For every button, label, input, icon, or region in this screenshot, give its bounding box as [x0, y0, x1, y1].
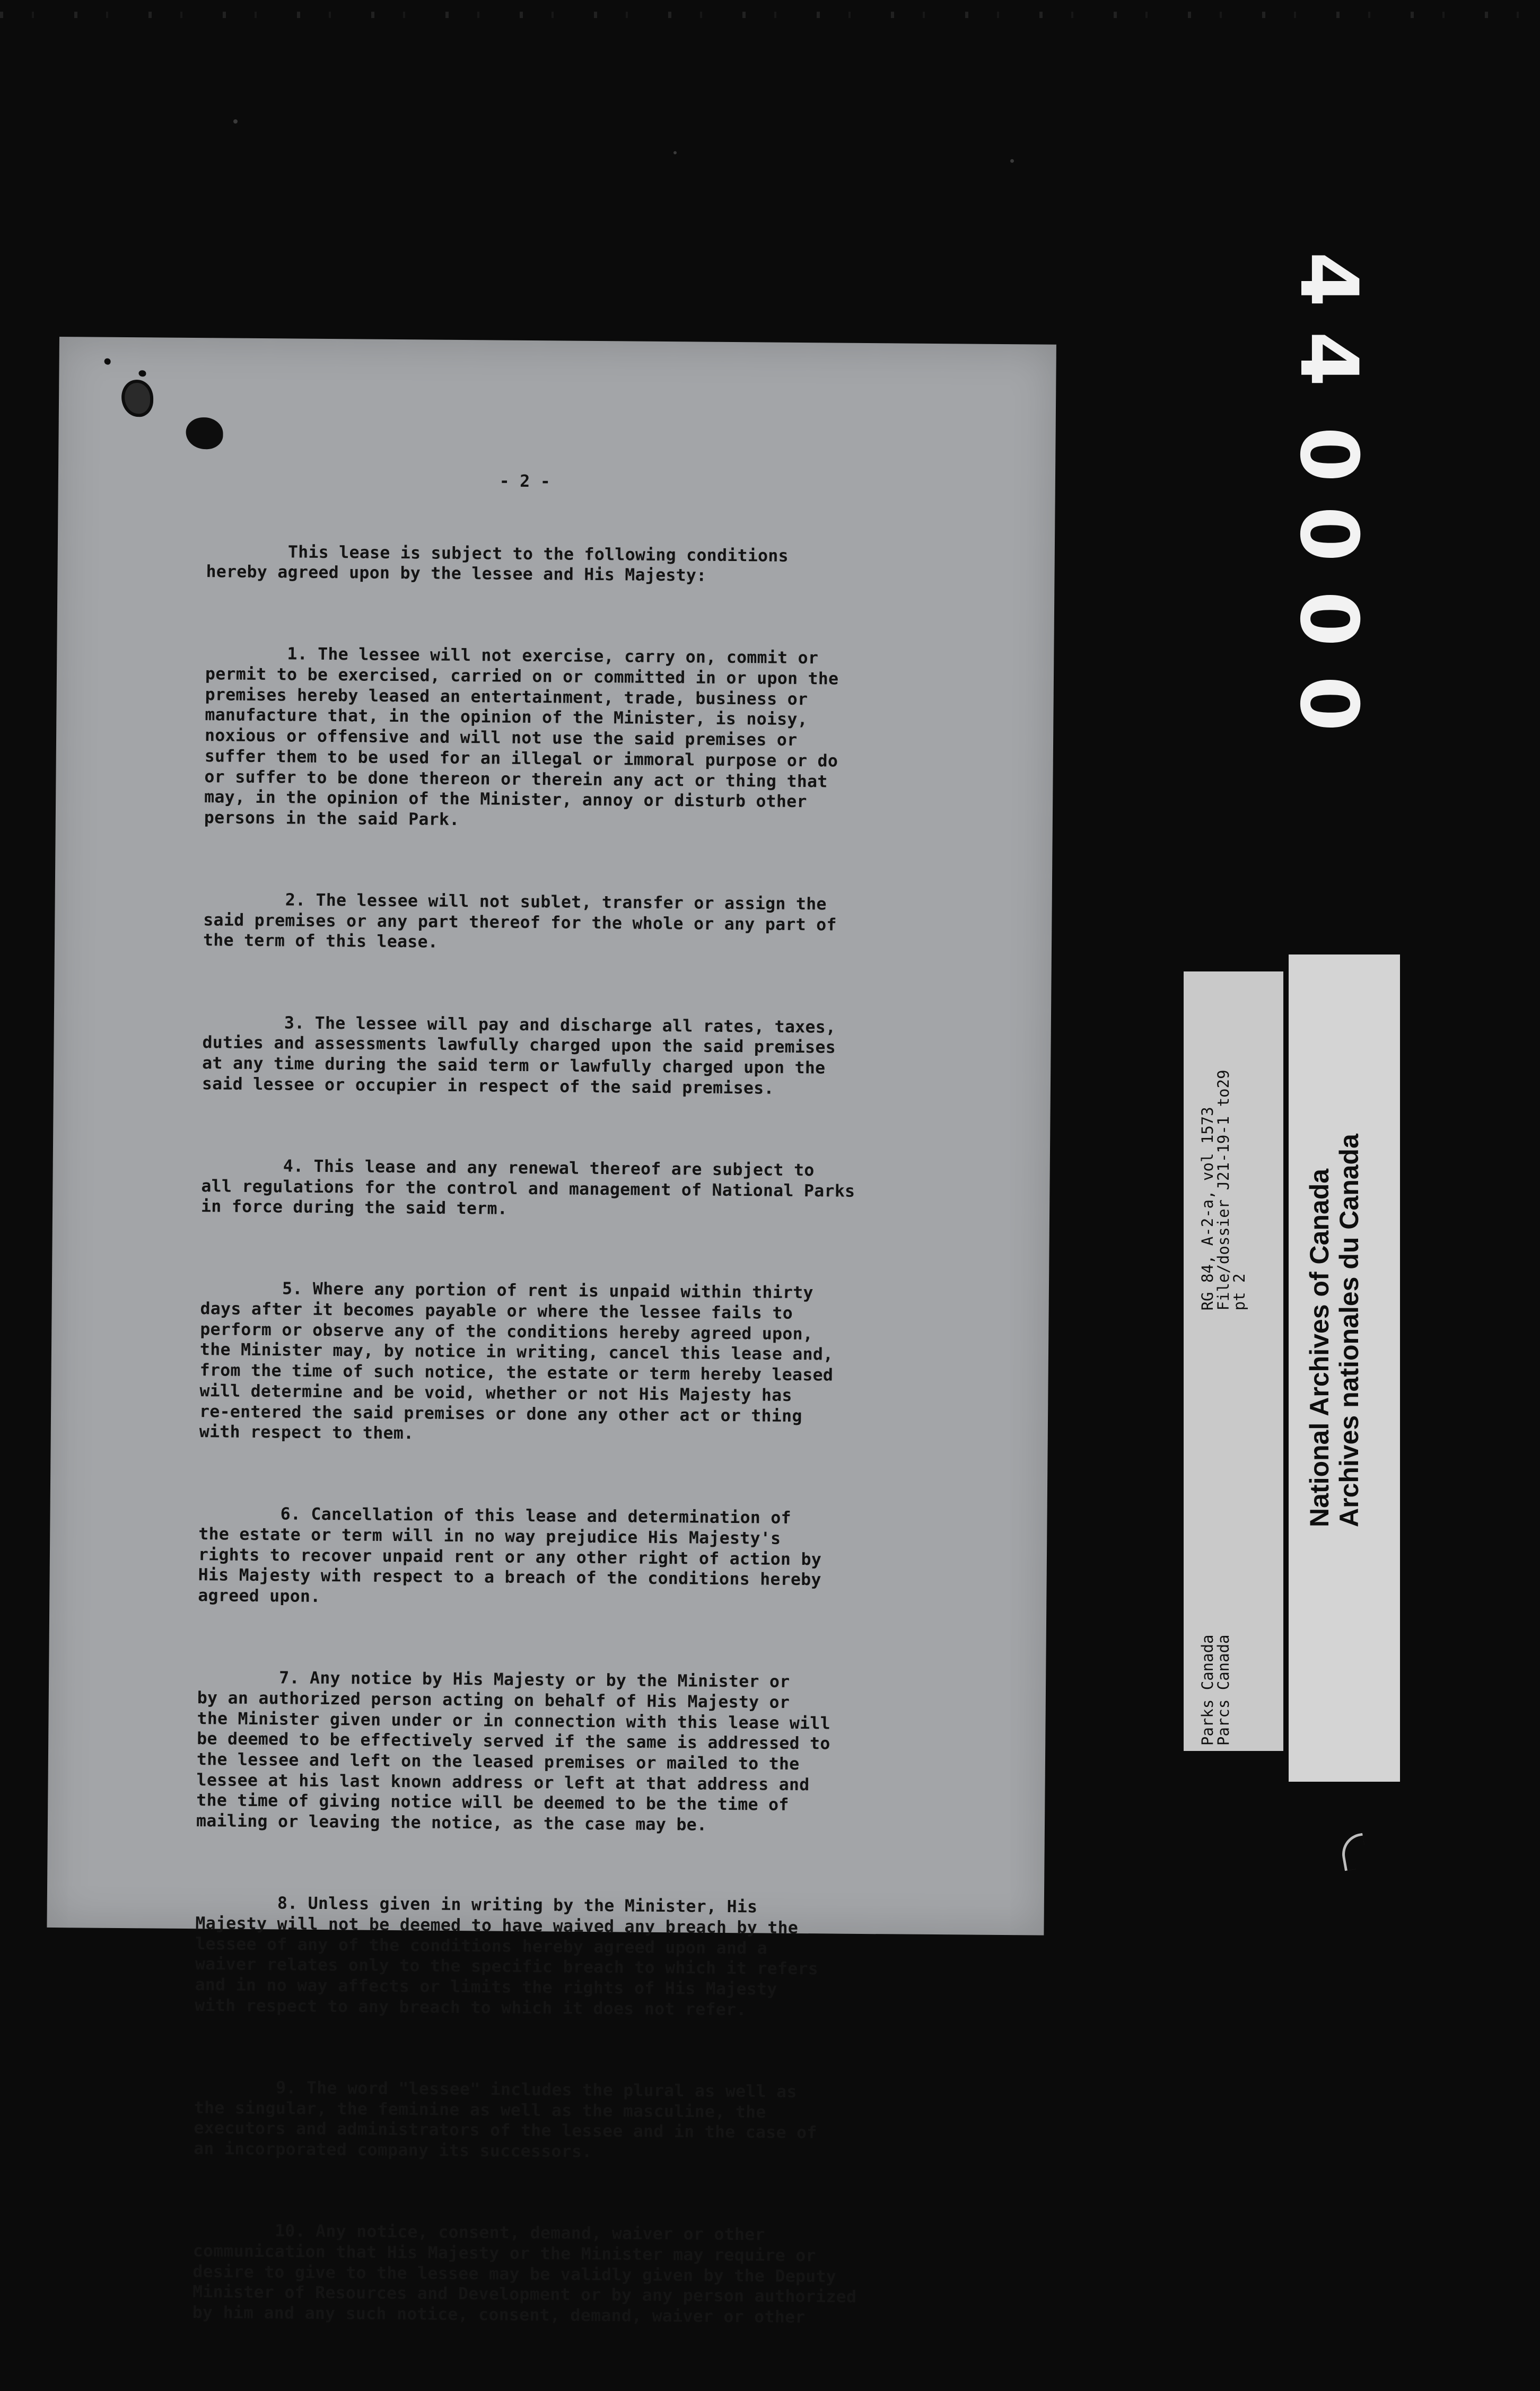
page-number: - 2 -	[499, 471, 551, 492]
clause-5: 5. Where any portion of rent is unpaid within thirty days after it becomes payable or where the lessee fails to perform or observe any of the conditions hereby agreed upon, the Minister may, by notice in writing, cancel this lease and, from the time of such notice, the estate or term hereby leased will determine and be void, whether or not His Majesty has re-entered the said premises or done any other act or thing with respect to them.	[199, 1278, 834, 1443]
archive-institution: National Archives of Canada Archives nationales du Canada	[1305, 1134, 1364, 1527]
archive-reference: Parks Canada RG 84, A-2-a, vol 1573 Parcs Canada File/dossier J21-19-1 to29 pt 2	[1198, 1070, 1248, 1746]
document-text	[192, 428, 987, 2390]
archive-institution-label	[1289, 954, 1400, 1782]
ink-blot	[121, 380, 154, 417]
clause-1: 1. The lessee will not exercise, carry on, commit or permit to be exercised, carried on or committed in or upon the premises hereby leased an entertainment, trade, business or manufacture that, in the opinion of the Minister, is noisy, noxious or offensive and will not use the said premises or suffer them to be used for an illegal or immoral purpose or do or suffer to be done thereon or therein any act or thing that may, in the opinion of the Minister, annoy or disturb other persons in the said Park.	[204, 644, 839, 829]
film-scratch	[1339, 1833, 1369, 1871]
clause-4: 4. This lease and any renewal thereof are subject to all regulations for the control and management of National Parks in force during the said term.	[200, 1155, 855, 1219]
frame-digit: 4	[1282, 331, 1375, 387]
ink-blot	[138, 370, 146, 376]
film-speck	[673, 151, 677, 154]
archive-reference-label	[1184, 971, 1283, 1751]
film-speck	[1010, 159, 1014, 163]
typed-document-page	[47, 337, 1056, 2327]
ink-blot	[104, 358, 111, 365]
clause-3: 3. The lessee will pay and discharge all rates, taxes, duties and assessments lawfully charged upon the said premises at any time during the said term or lawfully charged upon the said lessee or occupier in respect of the said premises.	[202, 1012, 836, 1098]
frame-digit: 0	[1282, 591, 1375, 647]
clause-9: 9. The word "lessee" includes the plural as well as the singular, the feminine as well as the masculine, the executors and administrators of the lessee and in the case of an incorporated company its successors.	[194, 2078, 817, 2162]
clause-10: 10. Any notice, consent, demand, waiver or other communication that His Majesty or the Minister may require or desire to give to the lessee may be validly given by the Deputy Minister of Resources and Development or by any person authorized by him and any such notice, consent, demand, waiver or other	[192, 2221, 857, 2327]
clause-7: 7. Any notice by His Majesty or by the Minister or by an authorized person acting on behalf of His Majesty or the Minister given under or in connection with this lease will be deemed to be effectively served if the same is addressed to the lessee and left on the leased premises or mailed to the lessee at his last known address or left at that address and the time of giving notice will be deemed to be the time of mailing or leaving the notice, as the case may be.	[196, 1668, 831, 1835]
clause-6: 6. Cancellation of this lease and determination of the estate or term will in no way prejudice His Majesty's rights to recover unpaid rent or any other right of action by His Majesty with respect to a breach of the conditions hereby agreed upon.	[198, 1504, 822, 1607]
clause-2: 2. The lessee will not sublet, transfer or assign the said premises or any part thereof for the whole or any part of the term of this lease.	[203, 890, 837, 952]
clause-8: 8. Unless given in writing by the Minister, His Majesty will not be deemed to have waived any breach by the lessee of any of the conditions hereby agreed upon and a waiver relates only to the specific breach to which it refers and in no way affects or limits the rights of His Majesty with respect to any breach to which it does not refer.	[195, 1893, 819, 2020]
frame-digit: 0	[1282, 506, 1375, 562]
intro-paragraph: This lease is subject to the following conditions hereby agreed upon by the lessee and His Majesty:	[206, 541, 789, 585]
frame-digit: 0	[1282, 676, 1375, 732]
microfilm-frame-number	[1282, 233, 1375, 753]
frame-digit: 0	[1282, 426, 1375, 483]
frame-digit: 4	[1282, 251, 1375, 308]
film-edge	[0, 12, 1540, 18]
film-speck	[233, 119, 238, 124]
